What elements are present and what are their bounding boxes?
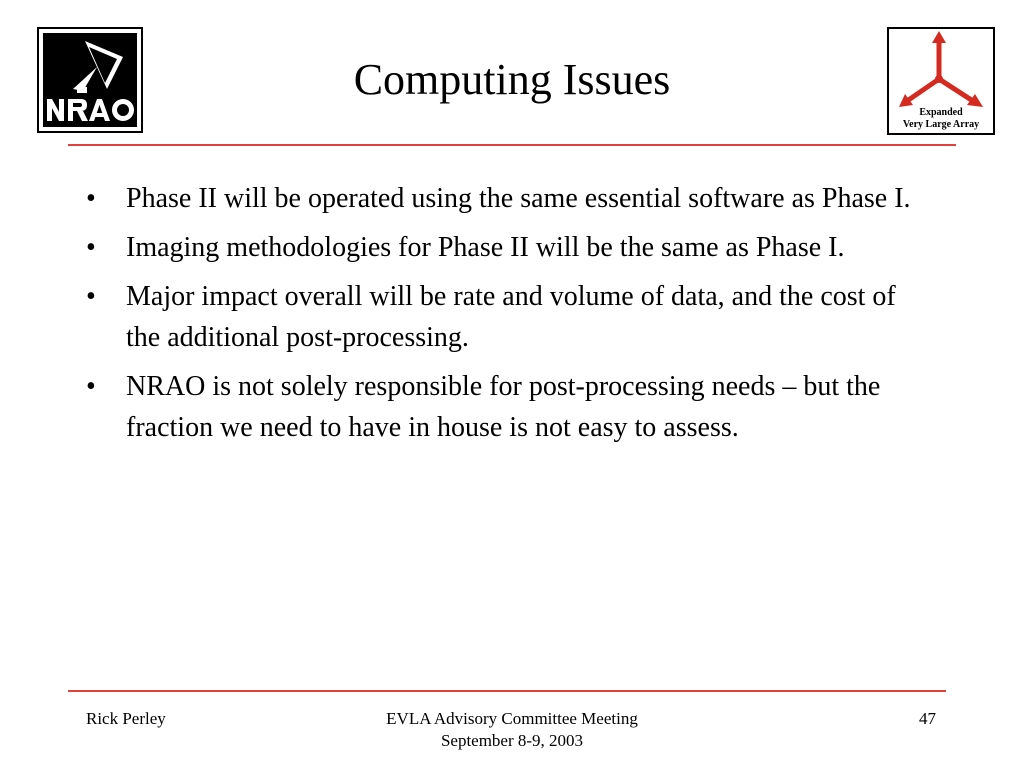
bullet-text: Phase II will be operated using the same essential software as Phase I. (126, 183, 911, 214)
bullet-item (86, 276, 936, 358)
evla-logo-line1: Expanded (919, 107, 963, 118)
nrao-logo-icon (37, 27, 143, 133)
bullet-list (86, 178, 936, 456)
bullet-marker: • (86, 371, 96, 402)
footer-event-date: September 8-9, 2003 (440, 731, 584, 750)
page-number: 47 (919, 709, 936, 728)
bullet-text: Imaging methodologies for Phase II will be the same as Phase I. (126, 232, 845, 263)
footer-author: Rick Perley (86, 709, 166, 728)
bullet-marker: • (86, 232, 96, 263)
bullet-text: NRAO is not solely responsible for post-processing needs – but the fraction we need to have in house is not easy to assess. (126, 371, 881, 443)
bullet-marker: • (86, 183, 96, 214)
bullet-text: Major impact overall will be rate and volume of data, and the cost of the additional post-processing. (126, 281, 896, 353)
bullet-marker: • (86, 281, 96, 312)
evla-logo-line2: Very Large Array (902, 119, 980, 130)
bullet-item (86, 178, 936, 219)
slide-title: Computing Issues (353, 55, 671, 104)
footer-event-title: EVLA Advisory Committee Meeting (386, 709, 638, 728)
bullet-item (86, 366, 936, 448)
footer-divider (68, 690, 946, 692)
footer-event (312, 708, 712, 752)
bullet-item (86, 227, 936, 268)
evla-logo-icon (887, 27, 995, 135)
header-divider (68, 144, 956, 146)
